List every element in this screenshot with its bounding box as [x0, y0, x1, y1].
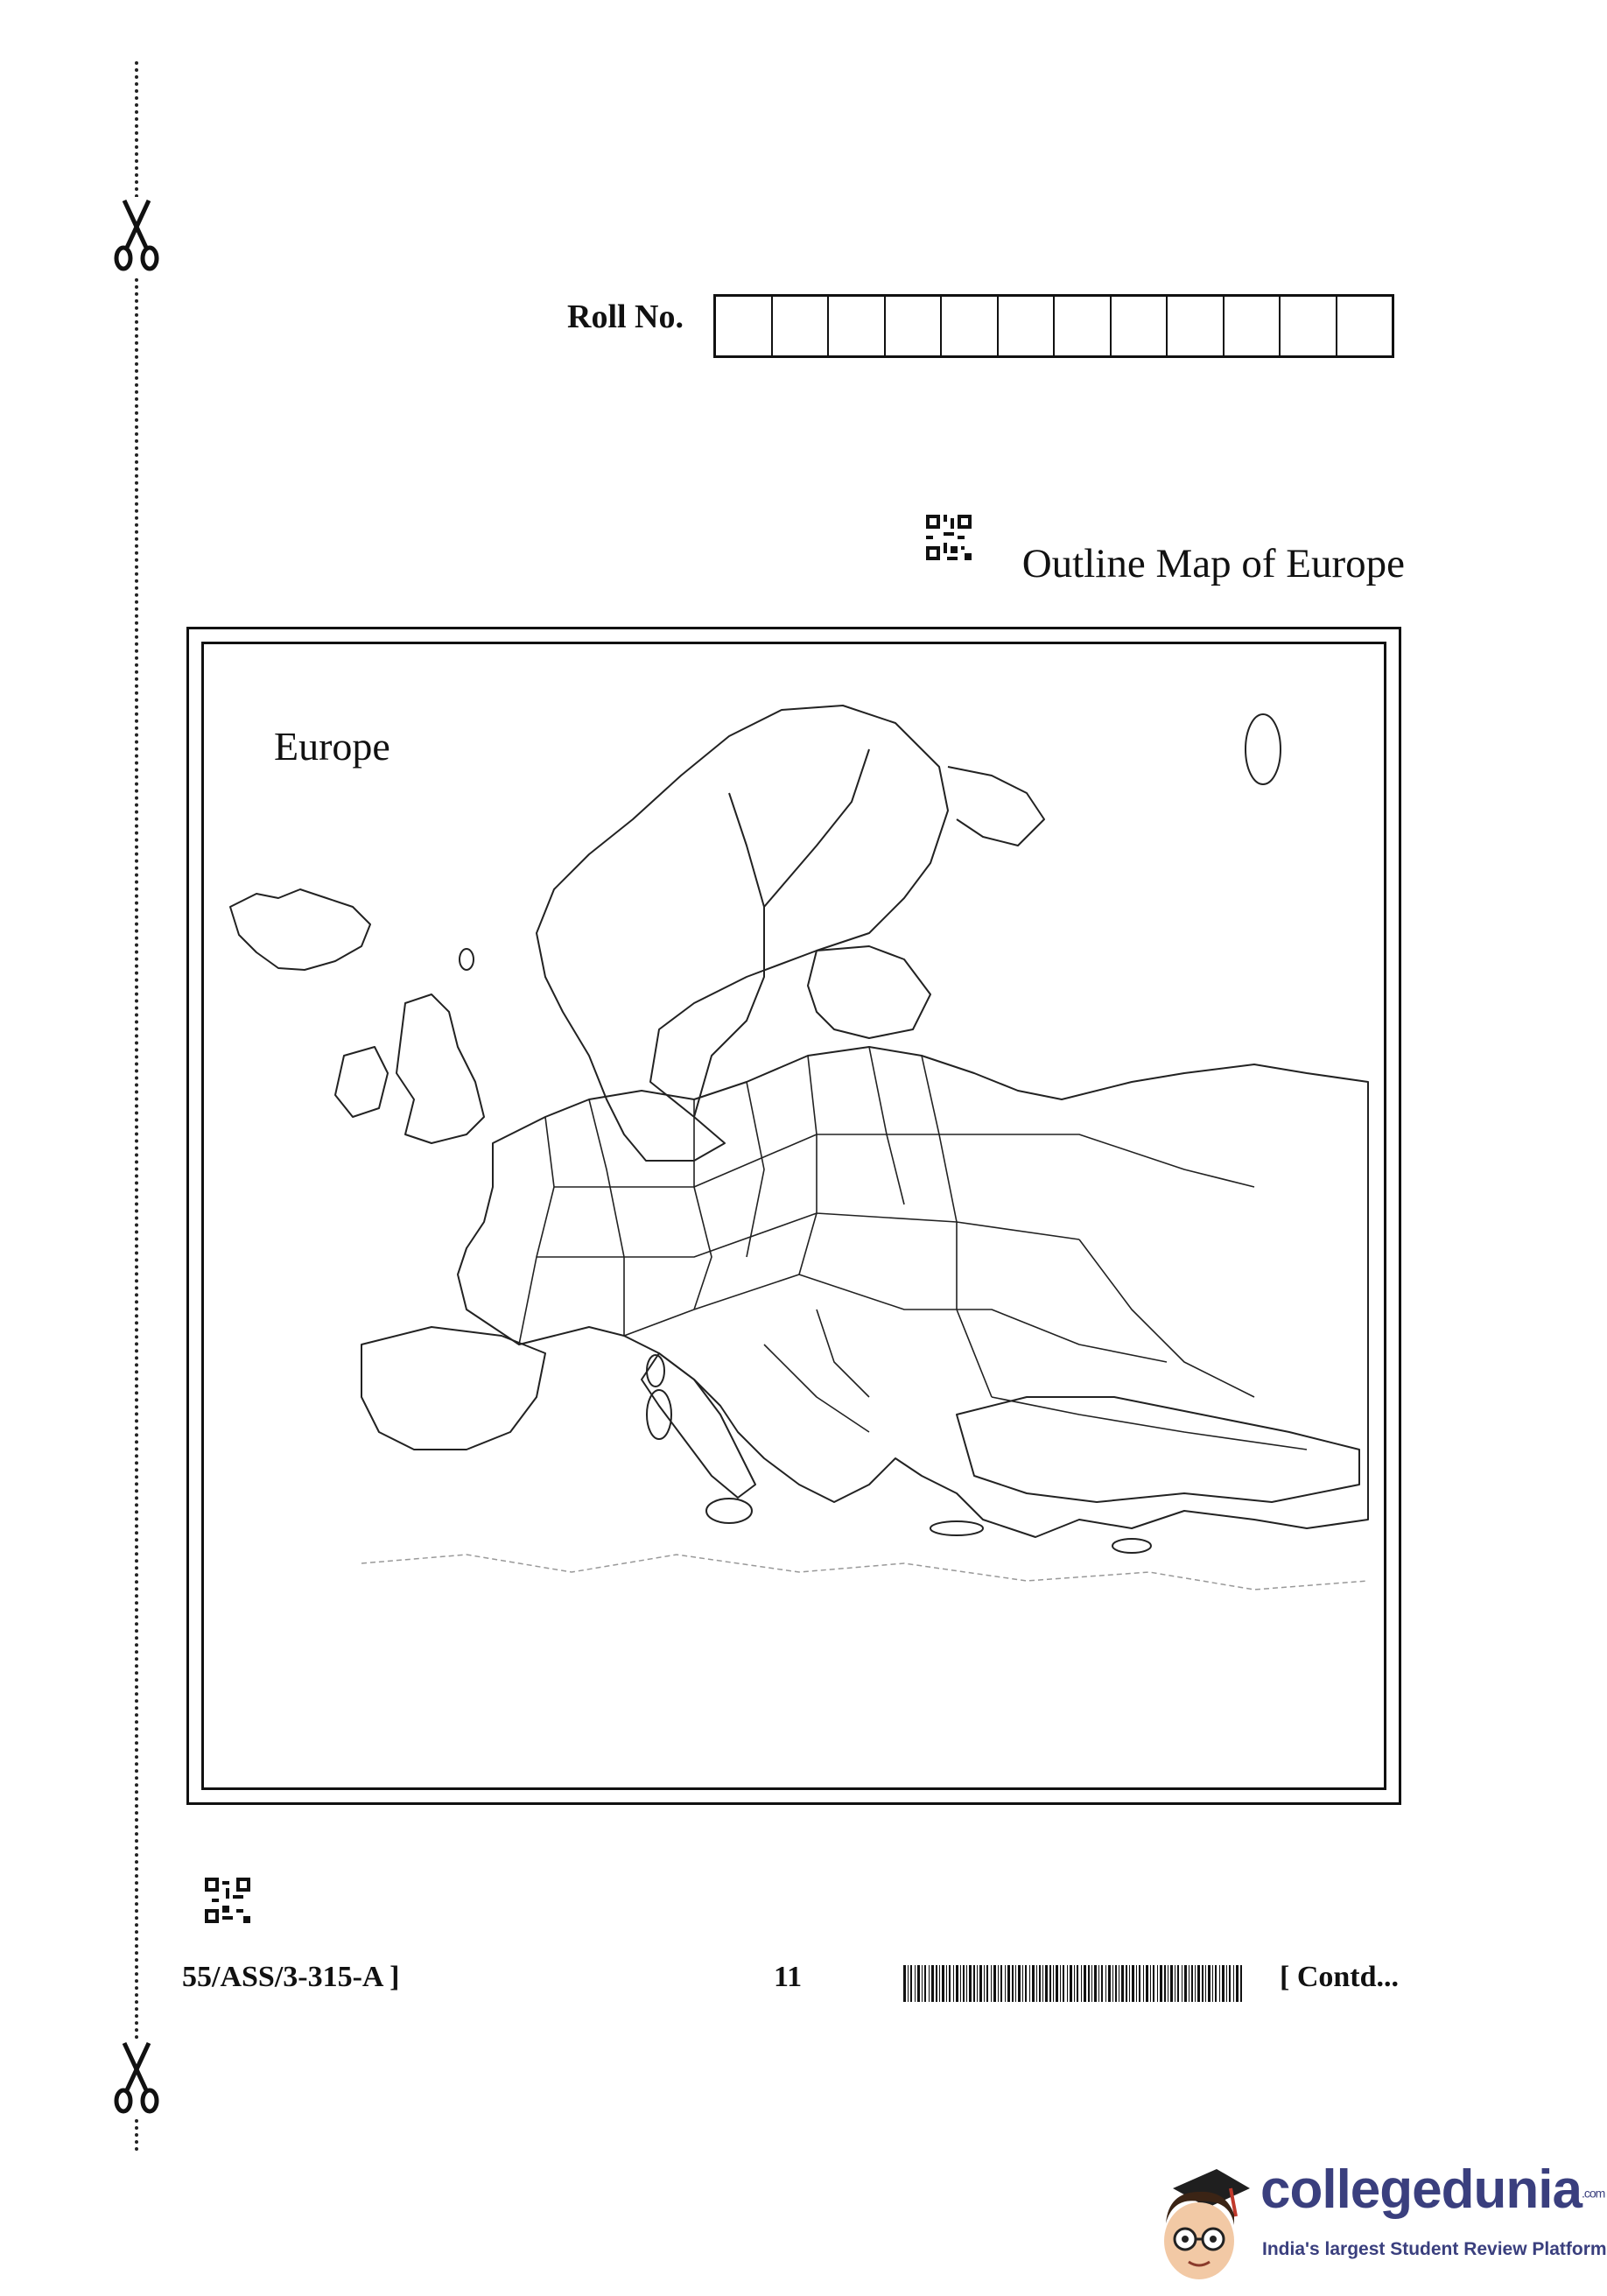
mascot-icon	[1155, 2153, 1252, 2285]
iceland-outline	[230, 889, 370, 970]
scandinavia-outline	[537, 706, 948, 1161]
roll-number-box[interactable]	[1225, 297, 1281, 355]
sicily-outline	[706, 1499, 752, 1523]
map-label: Europe	[274, 724, 390, 769]
great-britain-outline	[396, 994, 484, 1143]
roll-number-box[interactable]	[999, 297, 1056, 355]
europe-outline-map	[204, 644, 1389, 1793]
roll-number-box[interactable]	[886, 297, 943, 355]
kola-outline	[948, 767, 1044, 846]
paper-code: 55/ASS/3-315-A ]	[182, 1961, 400, 1993]
roll-number-box[interactable]	[1112, 297, 1168, 355]
scissors-icon	[112, 2040, 161, 2118]
north-africa-border	[361, 1555, 1368, 1590]
qr-code-icon	[926, 515, 972, 565]
map-frame	[186, 627, 1401, 1805]
page-number: 11	[774, 1961, 803, 1993]
qr-code-icon	[205, 1878, 250, 1927]
sweden-finland-border	[764, 749, 869, 907]
brand-name: collegedunia.com	[1260, 2159, 1605, 2220]
collegedunia-logo	[1155, 2153, 1607, 2293]
faroe-outline	[460, 949, 474, 970]
roll-number-box[interactable]	[1281, 297, 1337, 355]
crete-outline	[930, 1521, 983, 1535]
turkey-outline	[957, 1397, 1359, 1502]
roll-number-boxes[interactable]	[713, 294, 1394, 358]
barcode-icon	[903, 1965, 1245, 2002]
roll-number-box[interactable]	[1055, 297, 1112, 355]
scissors-icon	[112, 197, 161, 276]
sardinia-outline	[647, 1390, 671, 1439]
cyprus-outline	[1112, 1539, 1151, 1553]
iberia-outline	[361, 1327, 545, 1450]
baltic-outline	[808, 946, 930, 1038]
continued-marker: [ Contd...	[1280, 1961, 1400, 1993]
roll-number-box[interactable]	[716, 297, 773, 355]
roll-number-box[interactable]	[1168, 297, 1225, 355]
ireland-outline	[335, 1047, 388, 1117]
roll-number-label: Roll No.	[567, 298, 684, 335]
map-title: Outline Map of Europe	[1021, 541, 1405, 586]
roll-number-box[interactable]	[1337, 297, 1393, 355]
cut-line	[135, 61, 138, 2153]
novaya-zemlya-outline	[1246, 714, 1281, 784]
map-canvas	[201, 642, 1386, 1790]
brand-tagline: India's largest Student Review Platform	[1262, 2239, 1607, 2259]
roll-number-box[interactable]	[773, 297, 830, 355]
sweden-norway-border	[694, 793, 764, 1117]
country-borders	[519, 1047, 1307, 1450]
roll-number-box[interactable]	[942, 297, 999, 355]
roll-number-box[interactable]	[829, 297, 886, 355]
italy-outline	[642, 1353, 755, 1498]
